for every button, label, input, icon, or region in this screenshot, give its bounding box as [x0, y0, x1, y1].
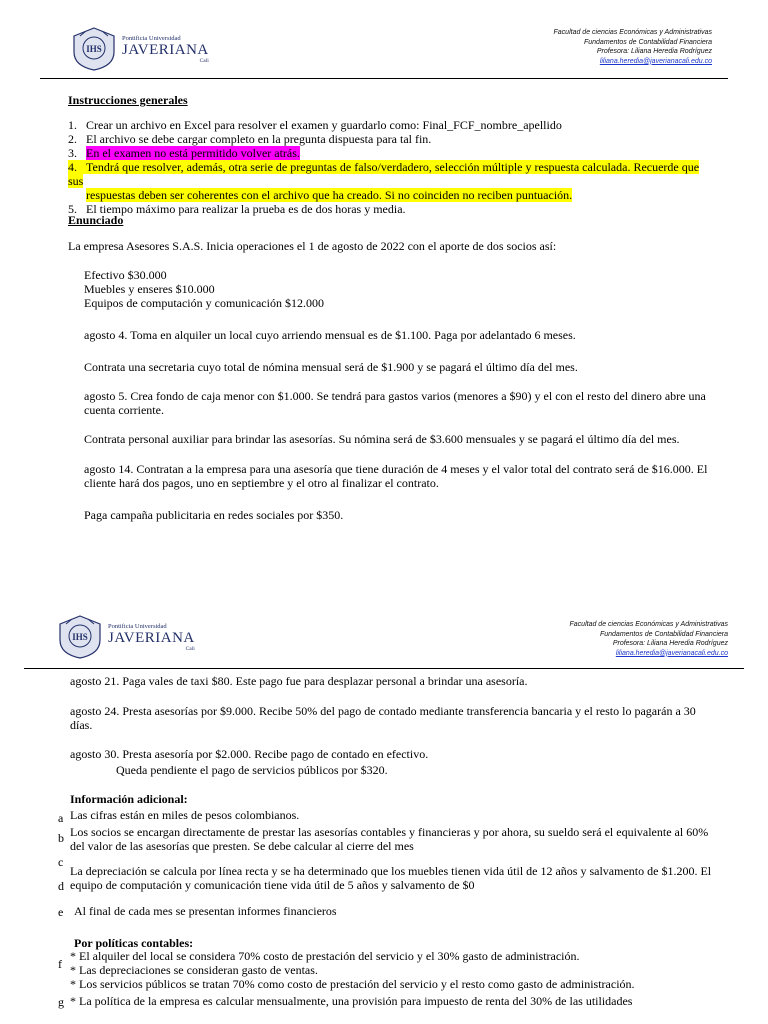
additional-b-line2: del valor de las asesorías que presten. Se debe calcular al cierre del mes	[70, 839, 414, 853]
additional-c-line2: equipo de computación y comunicación tiene vida útil de 5 años y salvamento de $0	[70, 878, 475, 892]
faculty-text: Facultad de ciencias Económicas y Administrativas	[553, 29, 712, 36]
highlight-magenta: En el examen no está permitido volver atrás.	[86, 146, 300, 160]
event-aug14-line1: agosto 14. Contratan a la empresa para una asesoría que tiene duración de 4 meses y el valor total del contrato será de $16.000. El	[84, 462, 708, 476]
item-letter-g: g	[58, 995, 64, 1009]
list-item: 5. El tiempo máximo para realizar la prueba es de dos horas y media.	[68, 202, 406, 216]
university-name: JAVERIANA	[108, 629, 195, 646]
email-link[interactable]: liliana.heredia@javerianacali.edu.co	[599, 57, 712, 65]
instructions-list	[68, 118, 708, 216]
event-aug24-line1: agosto 24. Presta asesorías por $9.000. Recibe 50% del pago de contado mediante transferencia bancaria y el resto lo pagarán a 30	[70, 704, 696, 718]
item-letter-b: b	[58, 831, 64, 845]
statement-title: Enunciado	[68, 213, 124, 227]
highlight-yellow: Tendrá que resolver, además, otra serie de preguntas de falso/verdadero, selección múltiple y respuesta calculada. Recuerde que sus	[68, 160, 700, 188]
item-letter-a: a	[58, 811, 64, 825]
additional-e: Al final de cada mes se presentan informes financieros	[74, 904, 337, 918]
university-city: Cali	[199, 57, 209, 64]
event-aug5-line2: cuenta corriente.	[84, 403, 164, 417]
event-campaign: Paga campaña publicitaria en redes sociales por $350.	[84, 508, 344, 522]
item-letter-d: d	[58, 879, 64, 893]
item-letter-e: e	[58, 905, 64, 919]
event-pending-utilities: Queda pendiente el pago de servicios públicos por $320.	[116, 763, 388, 777]
list-item-continuation: respuestas deben ser coherentes con el archivo que ha creado. Si no coinciden no reciben puntuación.	[86, 188, 573, 202]
university-name: JAVERIANA	[122, 41, 209, 58]
additional-b-line1: Los socios se encargan directamente de prestar las asesorías contables y financieras y por ahora, su sueldo será el equivalente al 60%	[70, 825, 709, 839]
contribution-item: Muebles y enseres $10.000	[84, 282, 215, 296]
course-text: Fundamentos de Contabilidad Financiera	[583, 38, 712, 46]
additional-c-line1: La depreciación se calcula por línea recta y se ha determinado que los muebles tienen vida útil de 12 años y salvamento de $1.200. El	[70, 864, 712, 878]
contributions-list	[84, 268, 324, 310]
list-item: 2. El archivo se debe cargar completo en la pregunta dispuesta para tal fin.	[68, 132, 432, 146]
policy-tax-provision: * La política de la empresa es calcular mensualmente, una provisión para impuesto de renta del 30% de las utilidades	[70, 994, 633, 1008]
event-secretary: Contrata una secretaria cuyo total de nómina mensual será de $1.900 y se pagará el último día del mes.	[84, 360, 578, 374]
list-item: 1. Crear un archivo en Excel para resolver el examen y guardarlo como: Final_FCF_nombre_apellido	[68, 118, 562, 132]
list-item: 4. Tendrá que resolver, además, otra serie de preguntas de falso/verdadero, selección múltiple y respuesta calculada. Recuerde que sus	[68, 160, 700, 188]
professor-text: Profesora: Liliana Heredia Rodríguez	[596, 48, 712, 55]
event-aug30: agosto 30. Presta asesoría por $2.000. Recibe pago de contado en efectivo.	[70, 747, 429, 761]
statement-intro: La empresa Asesores S.A.S. Inicia operaciones el 1 de agosto de 2022 con el aporte de dos socios así:	[68, 239, 557, 253]
university-city: Cali	[185, 645, 195, 652]
policies-title: Por políticas contables:	[74, 936, 194, 950]
event-aug5-line1: agosto 5. Crea fondo de caja menor con $1.000. Se tendrá para gastos varios (menores a $90) y el con el resto del dinero abre una	[84, 389, 706, 403]
university-logo	[70, 26, 209, 72]
header-divider	[40, 78, 728, 79]
list-item: 3. En el examen no está permitido volver atrás.	[68, 146, 300, 160]
crest-icon	[70, 26, 118, 72]
additional-title: Información adicional:	[70, 792, 188, 806]
additional-a: Las cifras están en miles de pesos colombianos.	[70, 808, 300, 822]
university-logo	[56, 614, 195, 660]
event-aug24-line2: días.	[70, 718, 93, 732]
event-aug4: agosto 4. Toma en alquiler un local cuyo arriendo mensual es de $1.100. Paga por adelantado 6 meses.	[84, 328, 576, 342]
event-aug21: agosto 21. Paga vales de taxi $80. Este pago fue para desplazar personal a brindar una asesoría.	[70, 674, 528, 688]
item-letter-c: c	[58, 855, 64, 869]
header-divider	[24, 668, 744, 669]
svg-text:IHS: IHS	[86, 44, 102, 54]
item-letter-f: f	[58, 957, 62, 971]
professor-text: Profesora: Liliana Heredia Rodríguez	[612, 640, 728, 647]
policy-depreciation: * Las depreciaciones se consideran gasto de ventas.	[70, 963, 318, 977]
instructions-title: Instrucciones generales	[68, 93, 188, 107]
contribution-item: Efectivo $30.000	[84, 268, 167, 282]
email-link[interactable]: liliana.heredia@javerianacali.edu.co	[615, 649, 728, 657]
university-line1: Pontificia Universidad	[108, 622, 167, 630]
header-info	[554, 28, 712, 66]
header-info	[570, 620, 728, 658]
crest-icon	[56, 614, 104, 660]
course-text: Fundamentos de Contabilidad Financiera	[599, 630, 728, 638]
contribution-item: Equipos de computación y comunicación $12.000	[84, 296, 324, 310]
event-auxiliary: Contrata personal auxiliar para brindar las asesorías. Su nómina será de $3.600 mensuales y se pagará el último día del mes.	[84, 432, 680, 446]
policy-rent: * El alquiler del local se considera 70% costo de prestación del servicio y el 30% gasto de administración.	[70, 949, 580, 963]
event-aug14-line2: cliente hará dos pagos, uno en septiembre y el otro al finalizar el contrato.	[84, 476, 439, 490]
policy-utilities: * Los servicios públicos se tratan 70% como costo de prestación del servicio y el resto como gasto de administración.	[70, 977, 635, 991]
svg-text:IHS: IHS	[72, 632, 88, 642]
university-line1: Pontificia Universidad	[122, 34, 181, 42]
faculty-text: Facultad de ciencias Económicas y Administrativas	[569, 621, 728, 628]
